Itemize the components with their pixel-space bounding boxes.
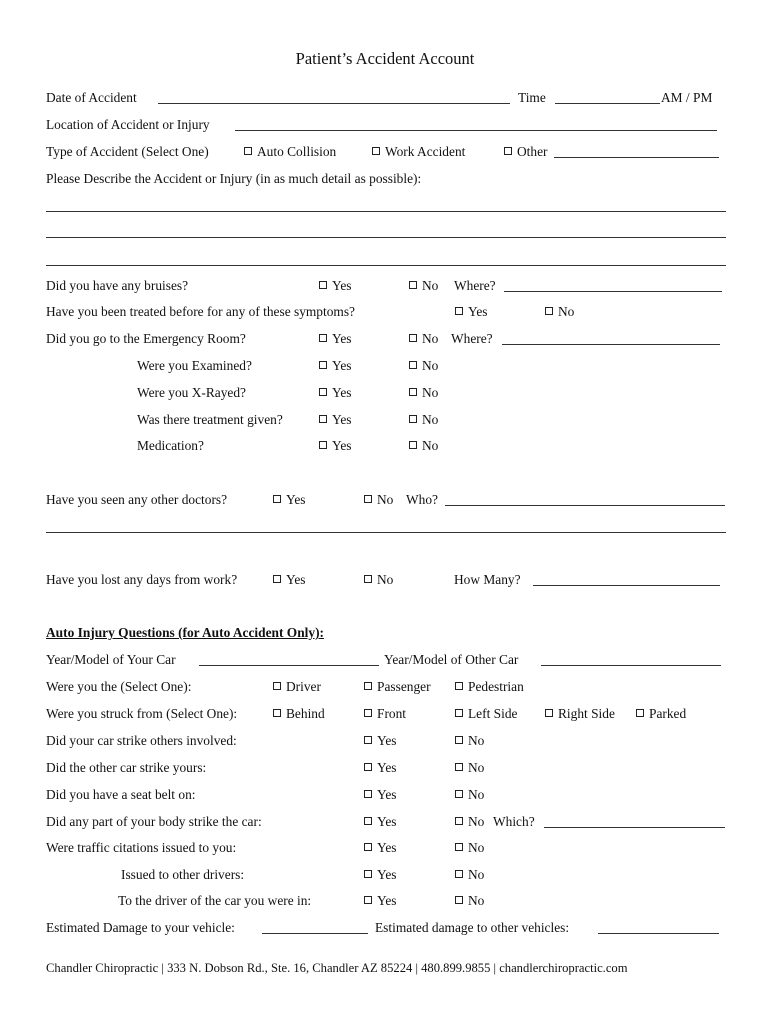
yes-label: Yes <box>332 358 352 373</box>
other-type-field[interactable] <box>554 157 719 158</box>
behind-option[interactable] <box>273 706 325 722</box>
er-where-field[interactable] <box>502 344 720 345</box>
front-option[interactable] <box>364 706 406 722</box>
examined-yes[interactable] <box>319 358 351 374</box>
treated-before-label: Have you been treated before for any of these symptoms? <box>46 304 355 319</box>
checkbox-icon[interactable] <box>364 817 372 825</box>
yes-label: Yes <box>332 385 352 400</box>
other-strike-label: Did the other car strike yours: <box>46 760 207 775</box>
checkbox-icon[interactable] <box>455 790 463 798</box>
struck-from-label: Were you struck from (Select One): <box>46 706 238 721</box>
no-label: No <box>422 385 439 400</box>
driver-label: Driver <box>286 679 321 694</box>
behind-label: Behind <box>286 706 325 721</box>
other-strike-no[interactable] <box>455 760 484 776</box>
am-pm-label: AM / PM <box>661 90 713 105</box>
who-continued-line[interactable] <box>46 532 726 533</box>
checkbox-icon[interactable] <box>409 334 417 342</box>
other-doctors-no[interactable] <box>364 492 393 508</box>
no-label: No <box>422 331 439 346</box>
er-where-label: Where? <box>451 331 493 346</box>
auto-section-heading: Auto Injury Questions (for Auto Accident Only): <box>46 625 324 640</box>
checkbox-icon[interactable] <box>273 495 281 503</box>
right-side-option[interactable] <box>545 706 615 722</box>
no-label: No <box>422 358 439 373</box>
which-field[interactable] <box>544 827 725 828</box>
body-strike-no[interactable] <box>455 814 484 830</box>
checkbox-icon[interactable] <box>319 281 327 289</box>
citations-label: Were traffic citations issued to you: <box>46 840 237 855</box>
passenger-option[interactable] <box>364 679 431 695</box>
examined-label: Were you Examined? <box>137 358 252 373</box>
auto-collision-label: Auto Collision <box>257 144 337 159</box>
issued-other-label: Issued to other drivers: <box>121 867 245 882</box>
no-label: No <box>468 867 485 882</box>
yes-label: Yes <box>377 733 397 748</box>
time-label: Time <box>518 90 546 105</box>
describe-line-3[interactable] <box>46 265 726 266</box>
were-you-label: Were you the (Select One): <box>46 679 192 694</box>
checkbox-icon[interactable] <box>364 843 372 851</box>
pedestrian-option[interactable] <box>455 679 524 695</box>
yes-label: Yes <box>286 572 306 587</box>
your-car-label: Year/Model of Your Car <box>46 652 176 667</box>
left-side-option[interactable] <box>455 706 517 722</box>
checkbox-icon[interactable] <box>409 361 417 369</box>
checkbox-icon[interactable] <box>409 441 417 449</box>
time-field[interactable] <box>555 103 660 104</box>
checkbox-icon[interactable] <box>364 682 372 690</box>
form-title: Patient’s Accident Account <box>295 49 475 68</box>
checkbox-icon[interactable] <box>504 147 512 155</box>
emergency-room-label: Did you go to the Emergency Room? <box>46 331 246 346</box>
checkbox-icon[interactable] <box>273 682 281 690</box>
checkbox-icon[interactable] <box>545 709 553 717</box>
checkbox-icon[interactable] <box>364 495 372 503</box>
bruises-yes[interactable] <box>319 278 351 294</box>
who-field[interactable] <box>445 505 725 506</box>
describe-line-2[interactable] <box>46 237 726 238</box>
checkbox-icon[interactable] <box>364 790 372 798</box>
xrayed-no[interactable] <box>409 385 438 401</box>
other-option[interactable] <box>504 144 548 160</box>
no-label: No <box>422 412 439 427</box>
how-many-field[interactable] <box>533 585 720 586</box>
yes-label: Yes <box>377 840 397 855</box>
checkbox-icon[interactable] <box>636 709 644 717</box>
issued-driver-label: To the driver of the car you were in: <box>118 893 312 908</box>
checkbox-icon[interactable] <box>455 870 463 878</box>
treated-before-yes[interactable] <box>455 304 487 320</box>
location-label: Location of Accident or Injury <box>46 117 210 132</box>
bruises-label: Did you have any bruises? <box>46 278 189 293</box>
no-label: No <box>422 438 439 453</box>
checkbox-icon[interactable] <box>455 682 463 690</box>
body-strike-label: Did any part of your body strike the car: <box>46 814 262 829</box>
yes-label: Yes <box>332 412 352 427</box>
left-side-label: Left Side <box>468 706 518 721</box>
issued-other-yes[interactable] <box>364 867 396 883</box>
strike-others-yes[interactable] <box>364 733 396 749</box>
lost-days-no[interactable] <box>364 572 393 588</box>
which-label: Which? <box>493 814 535 829</box>
no-label: No <box>558 304 575 319</box>
yes-label: Yes <box>377 814 397 829</box>
checkbox-icon[interactable] <box>364 896 372 904</box>
bruises-where-label: Where? <box>454 278 496 293</box>
checkbox-icon[interactable] <box>455 817 463 825</box>
no-label: No <box>377 572 394 587</box>
no-label: No <box>377 492 394 507</box>
lost-days-label: Have you lost any days from work? <box>46 572 238 587</box>
other-car-field[interactable] <box>541 665 721 666</box>
lost-days-yes[interactable] <box>273 572 305 588</box>
checkbox-icon[interactable] <box>319 334 327 342</box>
parked-option[interactable] <box>636 706 686 722</box>
auto-collision-option[interactable] <box>244 144 336 160</box>
checkbox-icon[interactable] <box>409 281 417 289</box>
location-field[interactable] <box>235 130 717 131</box>
yes-label: Yes <box>332 331 352 346</box>
checkbox-icon[interactable] <box>319 415 327 423</box>
date-of-accident-field[interactable] <box>158 103 510 104</box>
no-label: No <box>468 733 485 748</box>
checkbox-icon[interactable] <box>364 709 372 717</box>
checkbox-icon[interactable] <box>364 763 372 771</box>
checkbox-icon[interactable] <box>455 736 463 744</box>
examined-no[interactable] <box>409 358 438 374</box>
type-of-accident-label: Type of Accident (Select One) <box>46 144 209 159</box>
yes-label: Yes <box>377 867 397 882</box>
issued-driver-no[interactable] <box>455 893 484 909</box>
checkbox-icon[interactable] <box>364 870 372 878</box>
checkbox-icon[interactable] <box>455 843 463 851</box>
work-accident-label: Work Accident <box>385 144 466 159</box>
yes-label: Yes <box>377 893 397 908</box>
right-side-label: Right Side <box>558 706 615 721</box>
other-doctors-label: Have you seen any other doctors? <box>46 492 228 507</box>
checkbox-icon[interactable] <box>319 441 327 449</box>
strike-others-no[interactable] <box>455 733 484 749</box>
body-strike-yes[interactable] <box>364 814 396 830</box>
parked-label: Parked <box>649 706 687 721</box>
medication-no[interactable] <box>409 438 438 454</box>
yes-label: Yes <box>332 278 352 293</box>
treatment-no[interactable] <box>409 412 438 428</box>
no-label: No <box>468 760 485 775</box>
pedestrian-label: Pedestrian <box>468 679 524 694</box>
damage-others-label: Estimated damage to other vehicles: <box>375 920 570 935</box>
xrayed-yes[interactable] <box>319 385 351 401</box>
checkbox-icon[interactable] <box>409 415 417 423</box>
damage-others-field[interactable] <box>598 933 719 934</box>
other-strike-yes[interactable] <box>364 760 396 776</box>
bruises-where-field[interactable] <box>504 291 722 292</box>
checkbox-icon[interactable] <box>319 388 327 396</box>
checkbox-icon[interactable] <box>455 763 463 771</box>
other-doctors-yes[interactable] <box>273 492 305 508</box>
checkbox-icon[interactable] <box>545 307 553 315</box>
other-car-label: Year/Model of Other Car <box>384 652 519 667</box>
bruises-no[interactable] <box>409 278 438 294</box>
yes-label: Yes <box>377 760 397 775</box>
no-label: No <box>468 893 485 908</box>
checkbox-icon[interactable] <box>319 361 327 369</box>
medication-yes[interactable] <box>319 438 351 454</box>
yes-label: Yes <box>332 438 352 453</box>
issued-other-no[interactable] <box>455 867 484 883</box>
who-label: Who? <box>406 492 438 507</box>
seat-belt-yes[interactable] <box>364 787 396 803</box>
strike-others-label: Did your car strike others involved: <box>46 733 237 748</box>
yes-label: Yes <box>468 304 488 319</box>
seat-belt-no[interactable] <box>455 787 484 803</box>
passenger-label: Passenger <box>377 679 431 694</box>
date-of-accident-label: Date of Accident <box>46 90 137 105</box>
er-no[interactable] <box>409 331 438 347</box>
how-many-label: How Many? <box>454 572 521 587</box>
citations-yes[interactable] <box>364 840 396 856</box>
seat-belt-label: Did you have a seat belt on: <box>46 787 196 802</box>
treated-before-no[interactable] <box>545 304 574 320</box>
checkbox-icon[interactable] <box>273 575 281 583</box>
yes-label: Yes <box>377 787 397 802</box>
checkbox-icon[interactable] <box>364 575 372 583</box>
no-label: No <box>468 787 485 802</box>
er-yes[interactable] <box>319 331 351 347</box>
no-label: No <box>422 278 439 293</box>
issued-driver-yes[interactable] <box>364 893 396 909</box>
citations-no[interactable] <box>455 840 484 856</box>
checkbox-icon[interactable] <box>455 709 463 717</box>
damage-yours-label: Estimated Damage to your vehicle: <box>46 920 235 935</box>
driver-option[interactable] <box>273 679 321 695</box>
xrayed-label: Were you X-Rayed? <box>137 385 246 400</box>
describe-line-1[interactable] <box>46 211 726 212</box>
yes-label: Yes <box>286 492 306 507</box>
treatment-yes[interactable] <box>319 412 351 428</box>
checkbox-icon[interactable] <box>409 388 417 396</box>
your-car-field[interactable] <box>199 665 379 666</box>
checkbox-icon[interactable] <box>364 736 372 744</box>
treatment-given-label: Was there treatment given? <box>137 412 283 427</box>
checkbox-icon[interactable] <box>244 147 252 155</box>
describe-label: Please Describe the Accident or Injury (in as much detail as possible): <box>46 171 422 186</box>
checkbox-icon[interactable] <box>372 147 380 155</box>
no-label: No <box>468 840 485 855</box>
checkbox-icon[interactable] <box>455 307 463 315</box>
medication-label: Medication? <box>137 438 204 453</box>
checkbox-icon[interactable] <box>455 896 463 904</box>
footer-contact: Chandler Chiropractic | 333 N. Dobson Rd., Ste. 16, Chandler AZ 85224 | 480.899.9855 | chandlerchiropractic.com <box>46 961 628 975</box>
damage-yours-field[interactable] <box>262 933 368 934</box>
no-label: No <box>468 814 485 829</box>
work-accident-option[interactable] <box>372 144 465 160</box>
other-label: Other <box>517 144 548 159</box>
front-label: Front <box>377 706 407 721</box>
checkbox-icon[interactable] <box>273 709 281 717</box>
